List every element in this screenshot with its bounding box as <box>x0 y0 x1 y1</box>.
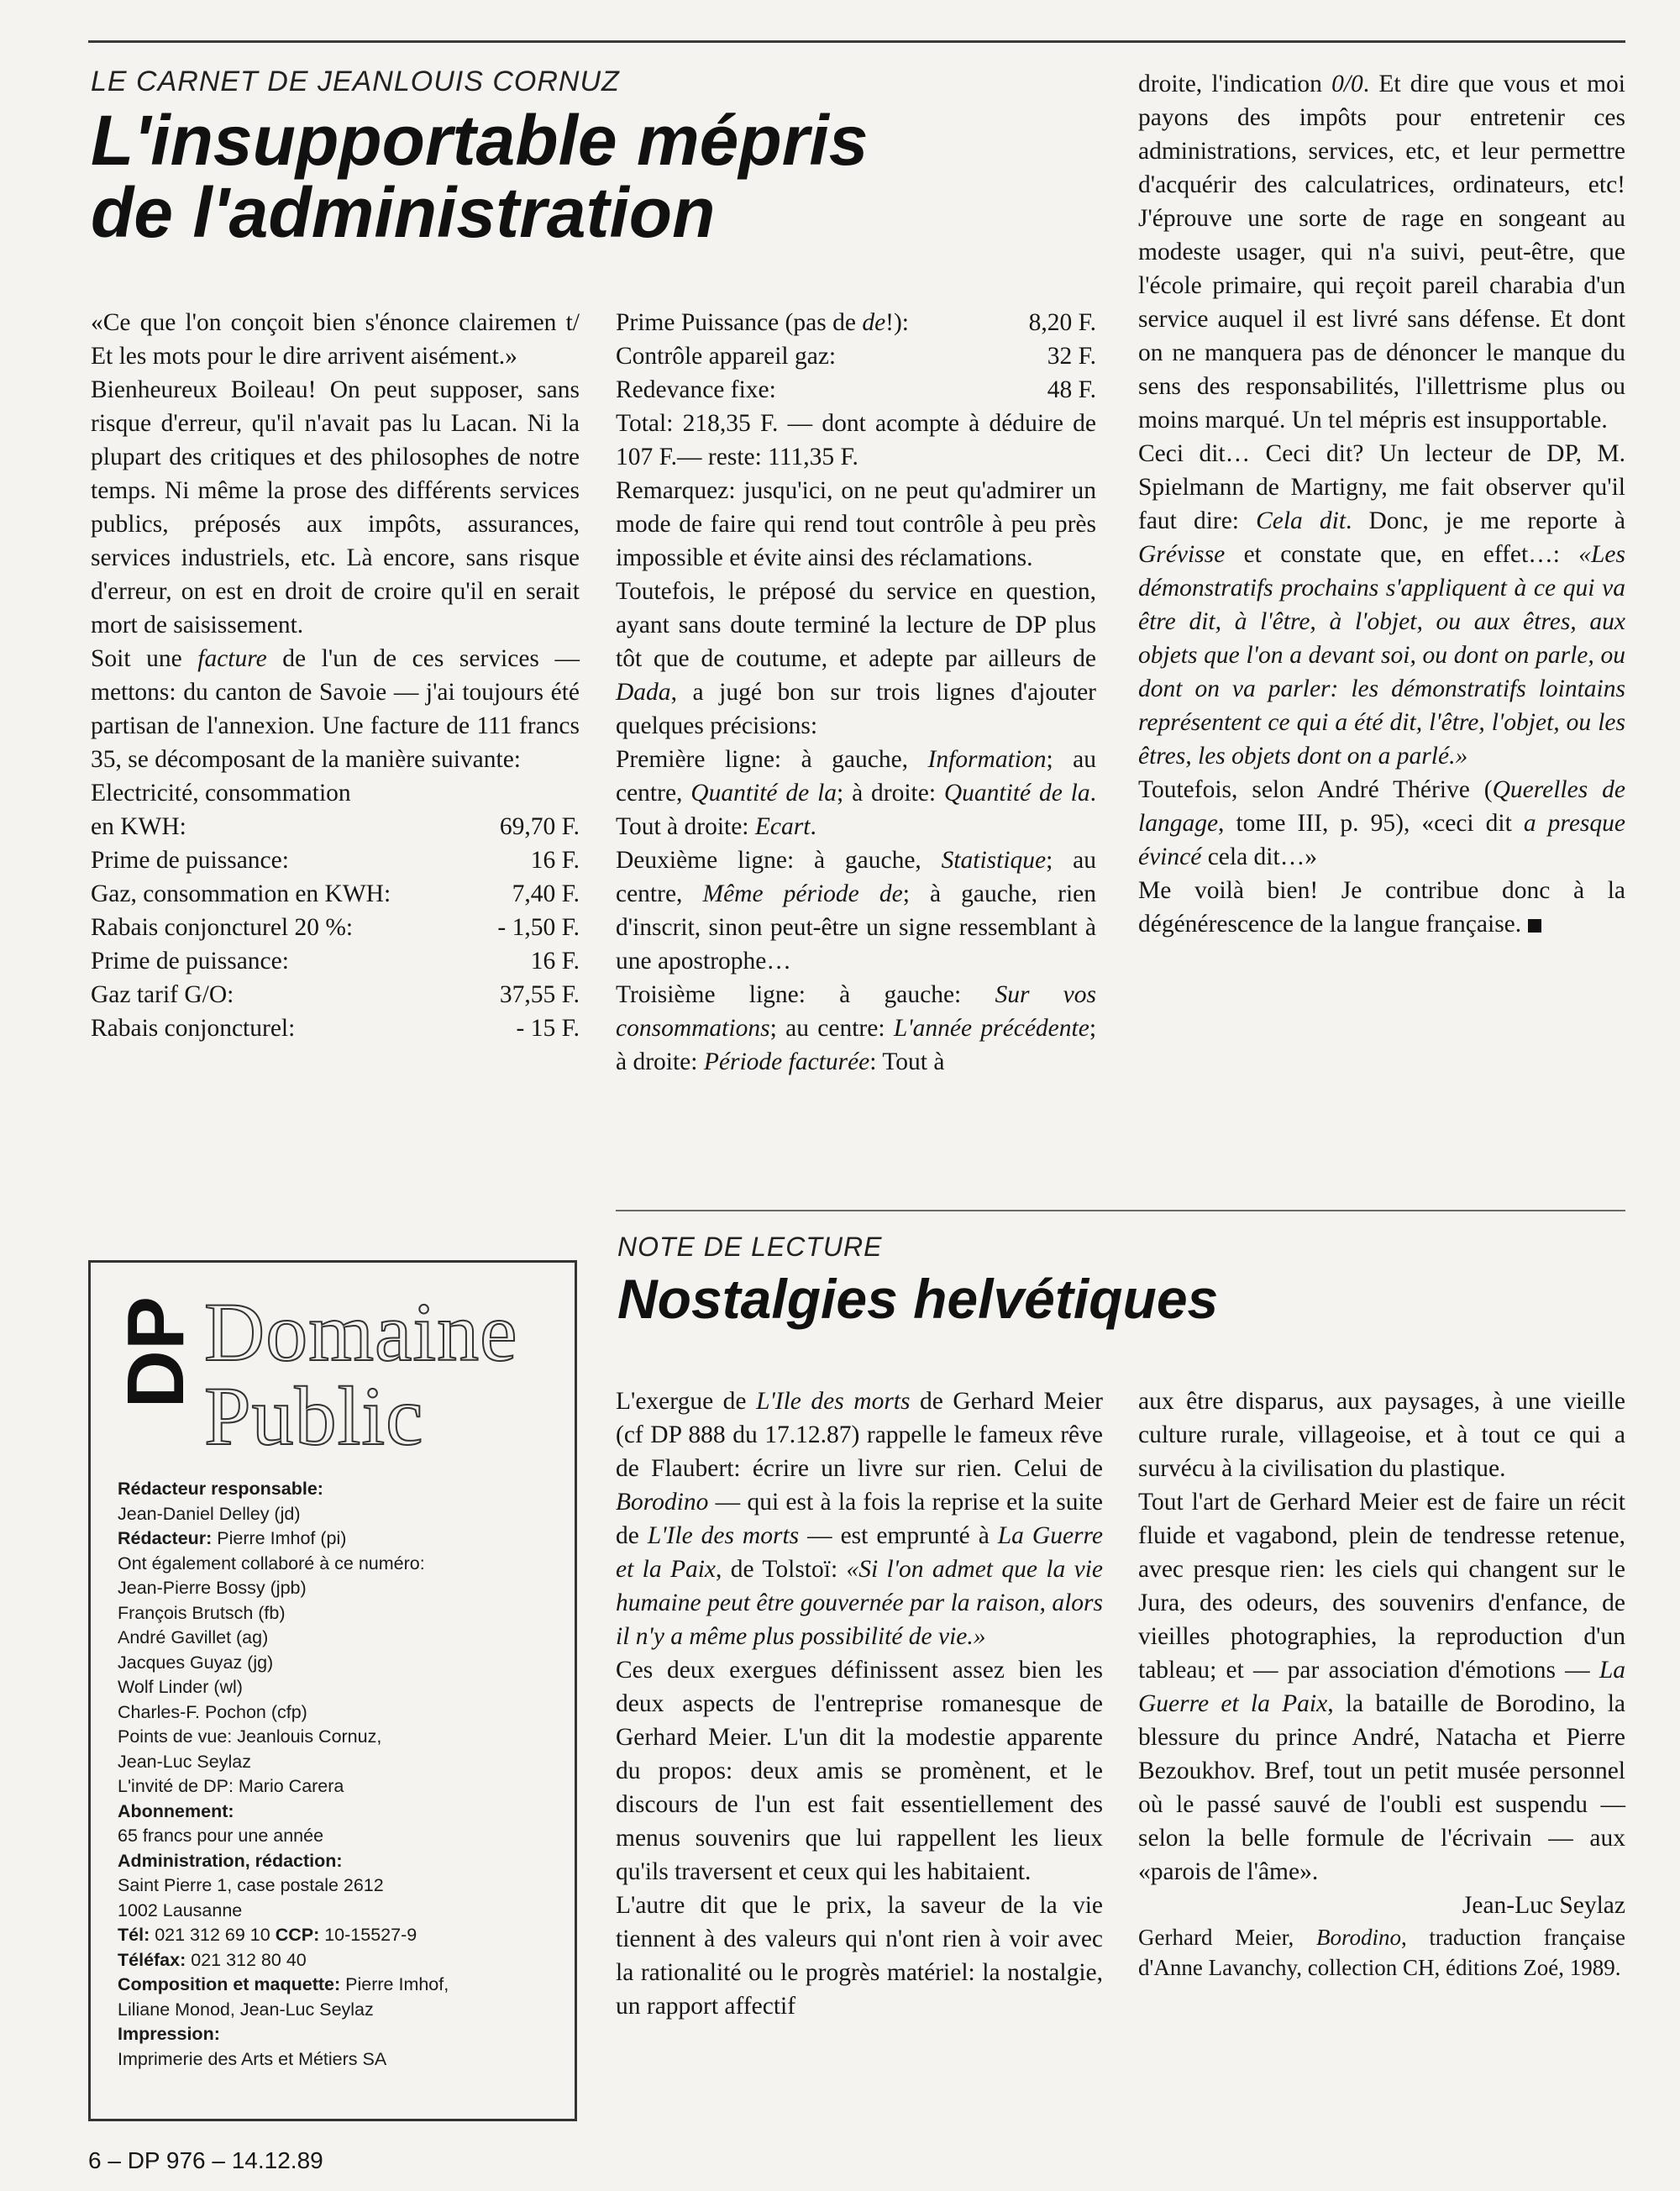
paragraph: Bienheureux Boileau! On peut supposer, sans risque d'erreur, qu'il n'avait pas lu Lacan. Ni la plupart des critiques et des philosophes de notre temps. Ni même la prose des différents services publics, préposés aux impôts, assurances, services industriels, etc. Là encore, sans risque d'erreur, on est en droit de croire qu'il en serait mort de saisissement. <box>91 376 580 638</box>
credit-line: L'invité de DP: Mario Carera <box>118 1776 344 1796</box>
tolstoi-quote: «Si l'on admet que la vie humaine peut être gouvernée par la raison, alors il n'y a même plus possibilité de vie.» <box>616 1556 1103 1650</box>
invoice-row: Prime Puissance (pas de de!): 8,20 F. <box>616 309 1096 336</box>
credit-line: Liliane Monod, Jean-Luc Seylaz <box>118 1999 374 2020</box>
article1-kicker: LE CARNET DE JEANLOUIS CORNUZ <box>91 66 620 97</box>
section-rule <box>616 1210 1625 1211</box>
paragraph: Electricité, consommation <box>91 780 351 807</box>
credit-line: Rédacteur: Pierre Imhof (pi) <box>118 1528 347 1548</box>
dp-logo: DP <box>111 1296 201 1409</box>
article2-title: Nostalgies helvétiques <box>617 1268 1219 1330</box>
credit-line: Charles-F. Pochon (cfp) <box>118 1701 307 1722</box>
article1-title-line1: L'insupportable mépris <box>91 101 869 180</box>
invoice-row: Rabais conjoncturel: - 15 F. <box>91 1015 580 1042</box>
credit-line: Points de vue: Jeanlouis Cornuz, <box>118 1726 382 1747</box>
credit-line: Jean-Daniel Delley (jd) <box>118 1503 301 1524</box>
article2-column-2 <box>1138 1384 1625 1983</box>
credit-line: 65 francs pour une année <box>118 1826 324 1846</box>
paragraph: Ceci dit… Ceci dit? Un lecteur de DP, M. Spielmann de Martigny, me fait observer qu'il faut dire: Cela dit. Donc, je me reporte à Grévisse et constate que, en effet…: «Les démonstratifs prochains s'appliquent à ce qui va être dit, à l'être, à l'objet, ou aux êtres, aux objets que l'on a devant soi, ou dont on parle, ou dont on va parler: les démonstratifs lointains représentent ce qui a été dit, l'être, l'objet, ou les êtres, les objets dont on a parlé.» <box>1138 440 1625 770</box>
author-signature: Jean-Luc Seylaz <box>1462 1892 1625 1919</box>
book-reference: Gerhard Meier, Borodino, traduction française d'Anne Lavanchy, collection CH, éditions Zoé, 1989. <box>1138 1925 1625 1980</box>
paragraph: aux être disparus, aux paysages, à une vieille culture rurale, villageoise, et à tout ce qui a survécu à la civilisation du plastique. <box>1138 1388 1625 1482</box>
article1-column-2 <box>616 306 1096 1079</box>
masthead-box <box>88 1260 577 2121</box>
invoice-row: Redevance fixe: 48 F. <box>616 376 1096 403</box>
credit-line: François Brutsch (fb) <box>118 1602 286 1623</box>
paragraph: Toutefois, le préposé du service en question, ayant sans doute terminé la lecture de DP plus tôt que de coutume, et adepte par ailleurs de Dada, a jugé bon sur trois lignes d'ajouter quelques précisions: <box>616 578 1096 739</box>
credit-line: Jacques Guyaz (jg) <box>118 1652 274 1673</box>
invoice-row: Gaz tarif G/O: 37,55 F. <box>91 981 580 1008</box>
logo-word-domaine: Domaine <box>204 1285 518 1379</box>
invoice-row: Prime de puissance: 16 F. <box>91 948 580 975</box>
paragraph: Toutefois, selon André Thérive (Querelles de langage, tome III, p. 95), «ceci dit a presque évincé cela dit…» <box>1138 776 1625 870</box>
paragraph: L'exergue de L'Ile des morts de Gerhard Meier (cf DP 888 du 17.12.87) rappelle le fameux rêve de Flaubert: écrire un livre sur rien. Celui de Borodino — qui est à la fois la reprise et la suite de L'Ile des morts — est emprunté à La Guerre et la Paix, de Tolstoï: «Si l'on admet que la vie humaine peut être gouvernée par la raison, alors il n'y a même plus possibilité de vie.» <box>616 1388 1103 1650</box>
logo-word-public: Public <box>204 1369 424 1463</box>
article1-column-1 <box>91 306 580 1045</box>
paragraph: droite, l'indication 0/0. Et dire que vous et moi payons des impôts pour entretenir ces administrations, services, etc, et leur permettre d'acquérir des calculatrices, ordinateurs, etc! J'éprouve une sorte de rage en songeant au modeste usager, qui n'a suivi, peut-être, que l'école primaire, qui reçoit pareil charabia d'un service auquel il est livré sans défense. Et dont on ne manquera pas de dénoncer le manque du sens des responsabilités, l'illettrisme plus ou moins marqué. Un tel mépris est insupportable. <box>1138 71 1625 433</box>
paragraph: Me voilà bien! Je contribue donc à la dégénérescence de la langue française. <box>1138 877 1625 938</box>
credit-line: Jean-Pierre Bossy (jpb) <box>118 1578 307 1598</box>
paragraph: Tout l'art de Gerhard Meier est de faire un récit fluide et vagabond, plein de tendresse retenue, avec presque rien: les ciels qui changent sur le Jura, des odeurs, des souvenirs d'enfance, de vieilles photographies, la reproduction d'un tableau; et — par association d'émotions — La Guerre et la Paix, la bataille de Borodino, la blessure du prince André, Natacha et Pierre Bezoukhov. Bref, tout un petit musée personnel où le passé sauvé de l'oubli est suspendu — selon la belle formule de l'écrivain — aux «parois de l'âme». <box>1138 1489 1625 1885</box>
credit-line: Ont également collaboré à ce numéro: <box>118 1553 425 1574</box>
credit-line: Imprimerie des Arts et Métiers SA <box>118 2048 387 2069</box>
paragraph: Deuxième ligne: à gauche, Statistique; au centre, Même période de; à gauche, rien d'inscrit, sinon peut-être un signe ressemblant à une apostrophe… <box>616 847 1096 975</box>
credit-line: Administration, rédaction: <box>118 1850 343 1871</box>
paragraph: Première ligne: à gauche, Information; au centre, Quantité de la; à droite: Quantité de la. Tout à droite: Ecart. <box>616 746 1096 840</box>
grevisse-quote: «Les démonstratifs prochains s'appliquent à ce qui va être dit, à l'être, à l'objet, ou aux êtres, aux objets que l'on a devant soi, ou dont on parle, ou dont on va parler: les démonstratifs lointains représentent ce qui a été dit, l'être, l'objet, ou les êtres, les objets dont on a parlé.» <box>1138 541 1625 770</box>
top-rule <box>88 40 1625 43</box>
credit-line: Composition et maquette: Pierre Imhof, <box>118 1974 449 1994</box>
invoice-row: Prime de puissance: 16 F. <box>91 847 580 874</box>
paragraph: Troisième ligne: à gauche: Sur vos consommations; au centre: L'année précédente; à droite: Période facturée: Tout à <box>616 981 1097 1075</box>
invoice-row: Contrôle appareil gaz: 32 F. <box>616 343 1096 370</box>
article1-column-3 <box>1138 67 1625 941</box>
paragraph: Total: 218,35 F. — dont acompte à déduire de 107 F.— reste: 111,35 F. <box>616 410 1096 470</box>
paragraph: Remarquez: jusqu'ici, on ne peut qu'admirer un mode de faire qui rend tout contrôle à peu près impossible et évite ainsi des réclamations. <box>616 477 1096 571</box>
article2-kicker: NOTE DE LECTURE <box>617 1232 883 1262</box>
page-footer: 6 – DP 976 – 14.12.89 <box>88 2147 323 2173</box>
article1-title <box>91 101 869 252</box>
invoice-row: Rabais conjoncturel 20 %: - 1,50 F. <box>91 914 580 941</box>
credit-line: Saint Pierre 1, case postale 2612 <box>118 1875 384 1895</box>
paragraph: L'autre dit que le prix, la saveur de la vie tiennent à des valeurs qui n'ont rien à voir avec la rationalité ou le progrès matériel: la nostalgie, un rapport affectif <box>616 1892 1103 2020</box>
boileau-quote: «Ce que l'on conçoit bien s'énonce clairemen t/ Et les mots pour le dire arrivent aisément.» <box>91 309 580 370</box>
credit-line: André Gavillet (ag) <box>118 1627 269 1647</box>
credit-line: Téléfax: 021 312 80 40 <box>118 1949 307 1970</box>
credit-line: Wolf Linder (wl) <box>118 1677 243 1697</box>
credit-line: 1002 Lausanne <box>118 1899 243 1920</box>
article2-column-1 <box>616 1384 1103 2023</box>
credit-line: Tél: 021 312 69 10 CCP: 10-15527-9 <box>118 1925 417 1945</box>
credit-line: Abonnement: <box>118 1800 234 1821</box>
credits <box>118 1477 563 2072</box>
paragraph: Ces deux exergues définissent assez bien les deux aspects de l'entreprise romanesque de Gerhard Meier. L'un dit la modestie apparente du propos: deux amis se promènent, et le discours de l'un est fait essentiellement des menus souvenirs que lui rappellent les lieux qu'ils traversent et ceux qui les habitaient. <box>616 1657 1103 1885</box>
invoice-row: Gaz, consommation en KWH: 7,40 F. <box>91 880 580 907</box>
end-mark-icon <box>1528 919 1541 933</box>
credit-line: Impression: <box>118 2024 220 2044</box>
credit-line: Jean-Luc Seylaz <box>118 1751 251 1772</box>
credit-line: Rédacteur responsable: <box>118 1479 323 1499</box>
invoice-row: en KWH: 69,70 F. <box>91 813 580 840</box>
paragraph: Soit une facture de l'un de ces services — mettons: du canton de Savoie — j'ai toujours été partisan de l'annexion. Une facture de 111 francs 35, se décomposant de la manière suivante: <box>91 645 580 773</box>
article1-title-line2: de l'administration <box>91 173 716 252</box>
